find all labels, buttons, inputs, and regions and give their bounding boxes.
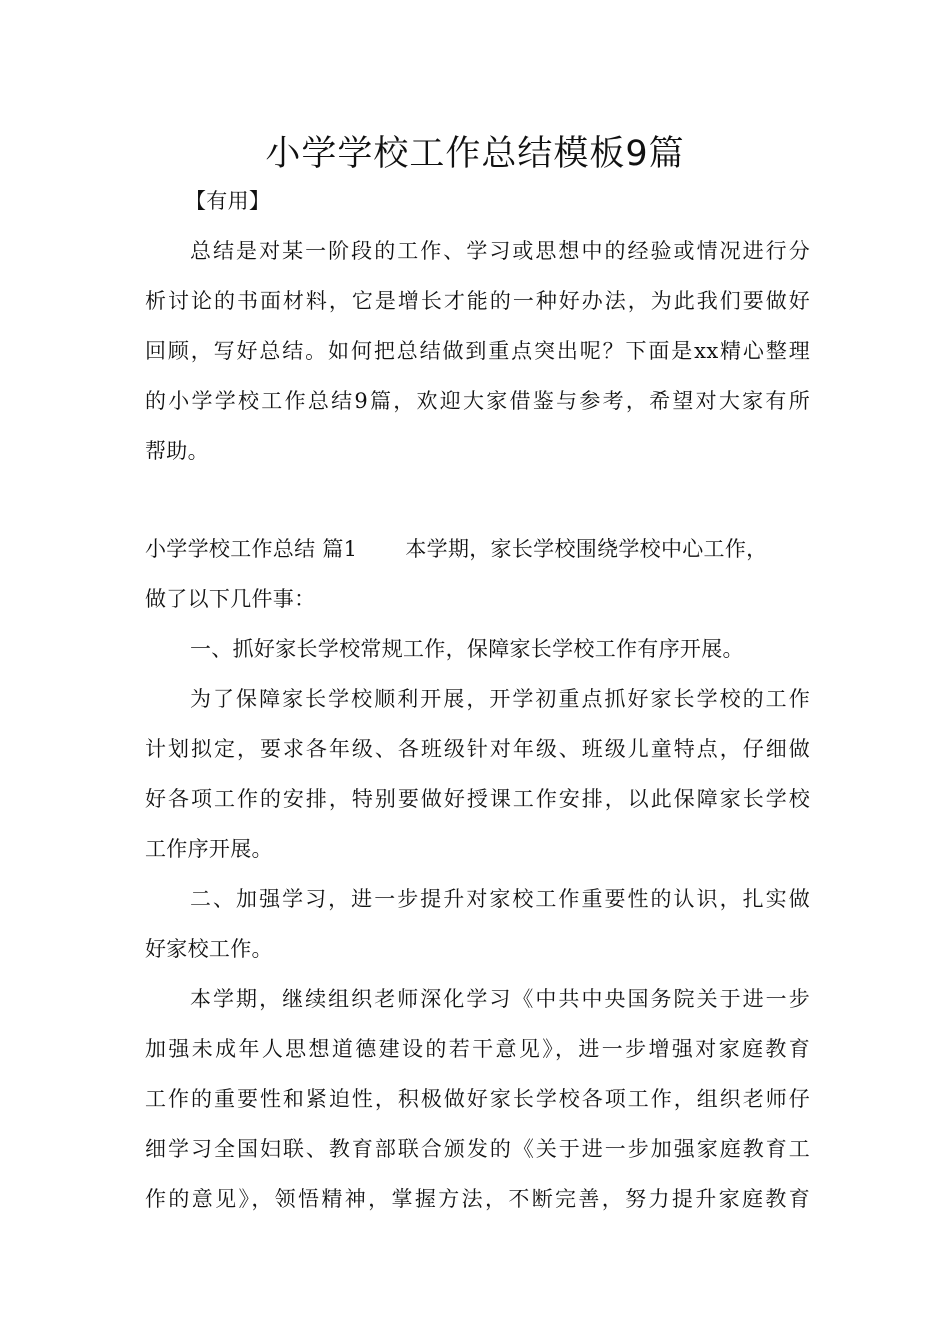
subheading-line: 一、抓好家长学校常规工作，保障家长学校工作有序开展。 [190, 637, 744, 661]
paragraph-line: 作的意见》，领悟精神，掌握方法，不断完善，努力提升家庭教育 [145, 1187, 810, 1211]
document-title: 小学学校工作总结模板9篇 [265, 134, 685, 174]
intro-line: 的小学学校工作总结9篇，欢迎大家借鉴与参考，希望对大家有所 [145, 389, 810, 413]
subheading-line: 二、加强学习，进一步提升对家校工作重要性的认识，扎实做 [190, 887, 810, 911]
paragraph-line: 好各项工作的安排，特别要做好授课工作安排，以此保障家长学校 [145, 787, 810, 811]
section-heading: 小学学校工作总结 篇1 [145, 537, 358, 561]
paragraph-line: 计划拟定，要求各年级、各班级针对年级、班级儿童特点，仔细做 [145, 737, 810, 761]
intro-line: 析讨论的书面材料，它是增长才能的一种好办法，为此我们要做好 [145, 289, 810, 313]
paragraph-line: 工作的重要性和紧迫性，积极做好家长学校各项工作，组织老师仔 [145, 1087, 810, 1111]
paragraph-line: 细学习全国妇联、教育部联合颁发的《关于进一步加强家庭教育工 [145, 1137, 810, 1161]
intro-line: 帮助。 [145, 439, 209, 463]
paragraph-line: 加强未成年人思想道德建设的若干意见》，进一步增强对家庭教育 [145, 1037, 810, 1061]
paragraph-line: 做了以下几件事： [145, 587, 316, 611]
paragraph-line: 工作序开展。 [145, 837, 273, 861]
intro-line: 总结是对某一阶段的工作、学习或思想中的经验或情况进行分 [190, 239, 810, 263]
paragraph-line: 好家校工作。 [145, 937, 273, 961]
paragraph-line: 本学期，继续组织老师深化学习《中共中央国务院关于进一步 [190, 987, 810, 1011]
intro-line: 回顾，写好总结。如何把总结做到重点突出呢？下面是xx精心整理 [145, 339, 810, 363]
section-heading-tail: 本学期，家长学校围绕学校中心工作， [405, 537, 768, 561]
document-tag: 【有用】 [185, 189, 271, 213]
paragraph-line: 为了保障家长学校顺利开展，开学初重点抓好家长学校的工作 [190, 687, 810, 711]
section-heading-line [145, 524, 810, 574]
